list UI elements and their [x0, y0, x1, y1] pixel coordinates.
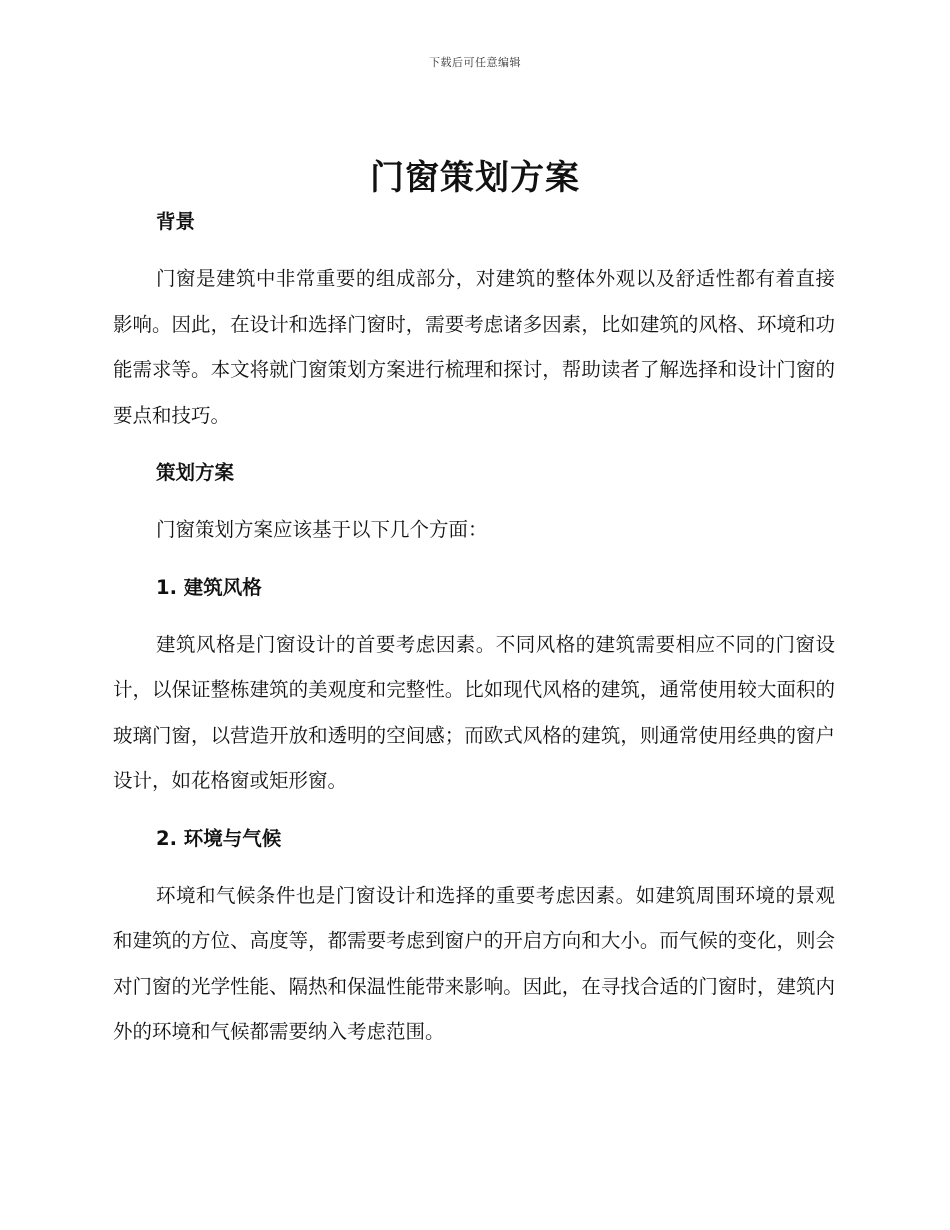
paragraph-plan-intro: 门窗策划方案应该基于以下几个方面： — [156, 518, 488, 541]
paragraph-architectural-style: 建筑风格是门窗设计的首要考虑因素。不同风格的建筑需要相应不同的门窗设计，以保证整栋建筑的美观度和完整性。比如现代风格的建筑，通常使用较大面积的玻璃门窗，以营造开放和透明的空间感；而欧式风格的建筑，则通常使用经典的窗户设计，如花格窗或矩形窗。 — [113, 632, 835, 792]
section-heading-background: 背景 — [156, 210, 196, 233]
header-note: 下载后可任意编辑 — [429, 56, 521, 69]
document-title: 门窗策划方案 — [370, 158, 580, 198]
document-body — [113, 200, 835, 1055]
section-heading-environment-climate: 2. 环境与气候 — [156, 826, 282, 850]
section-heading-plan: 策划方案 — [156, 461, 235, 484]
paragraph-environment-climate: 环境和气候条件也是门窗设计和选择的重要考虑因素。如建筑周围环境的景观和建筑的方位、高度等，都需要考虑到窗户的开启方向和大小。而气候的变化，则会对门窗的光学性能、隔热和保温性能带来影响。因此，在寻找合适的门窗时，建筑内外的环境和气候都需要纳入考虑范围。 — [113, 883, 835, 1043]
paragraph-background: 门窗是建筑中非常重要的组成部分，对建筑的整体外观以及舒适性都有着直接影响。因此，在设计和选择门窗时，需要考虑诸多因素，比如建筑的风格、环境和功能需求等。本文将就门窗策划方案进行梳理和探讨，帮助读者了解选择和设计门窗的要点和技巧。 — [113, 267, 835, 427]
section-heading-architectural-style: 1. 建筑风格 — [156, 575, 262, 599]
